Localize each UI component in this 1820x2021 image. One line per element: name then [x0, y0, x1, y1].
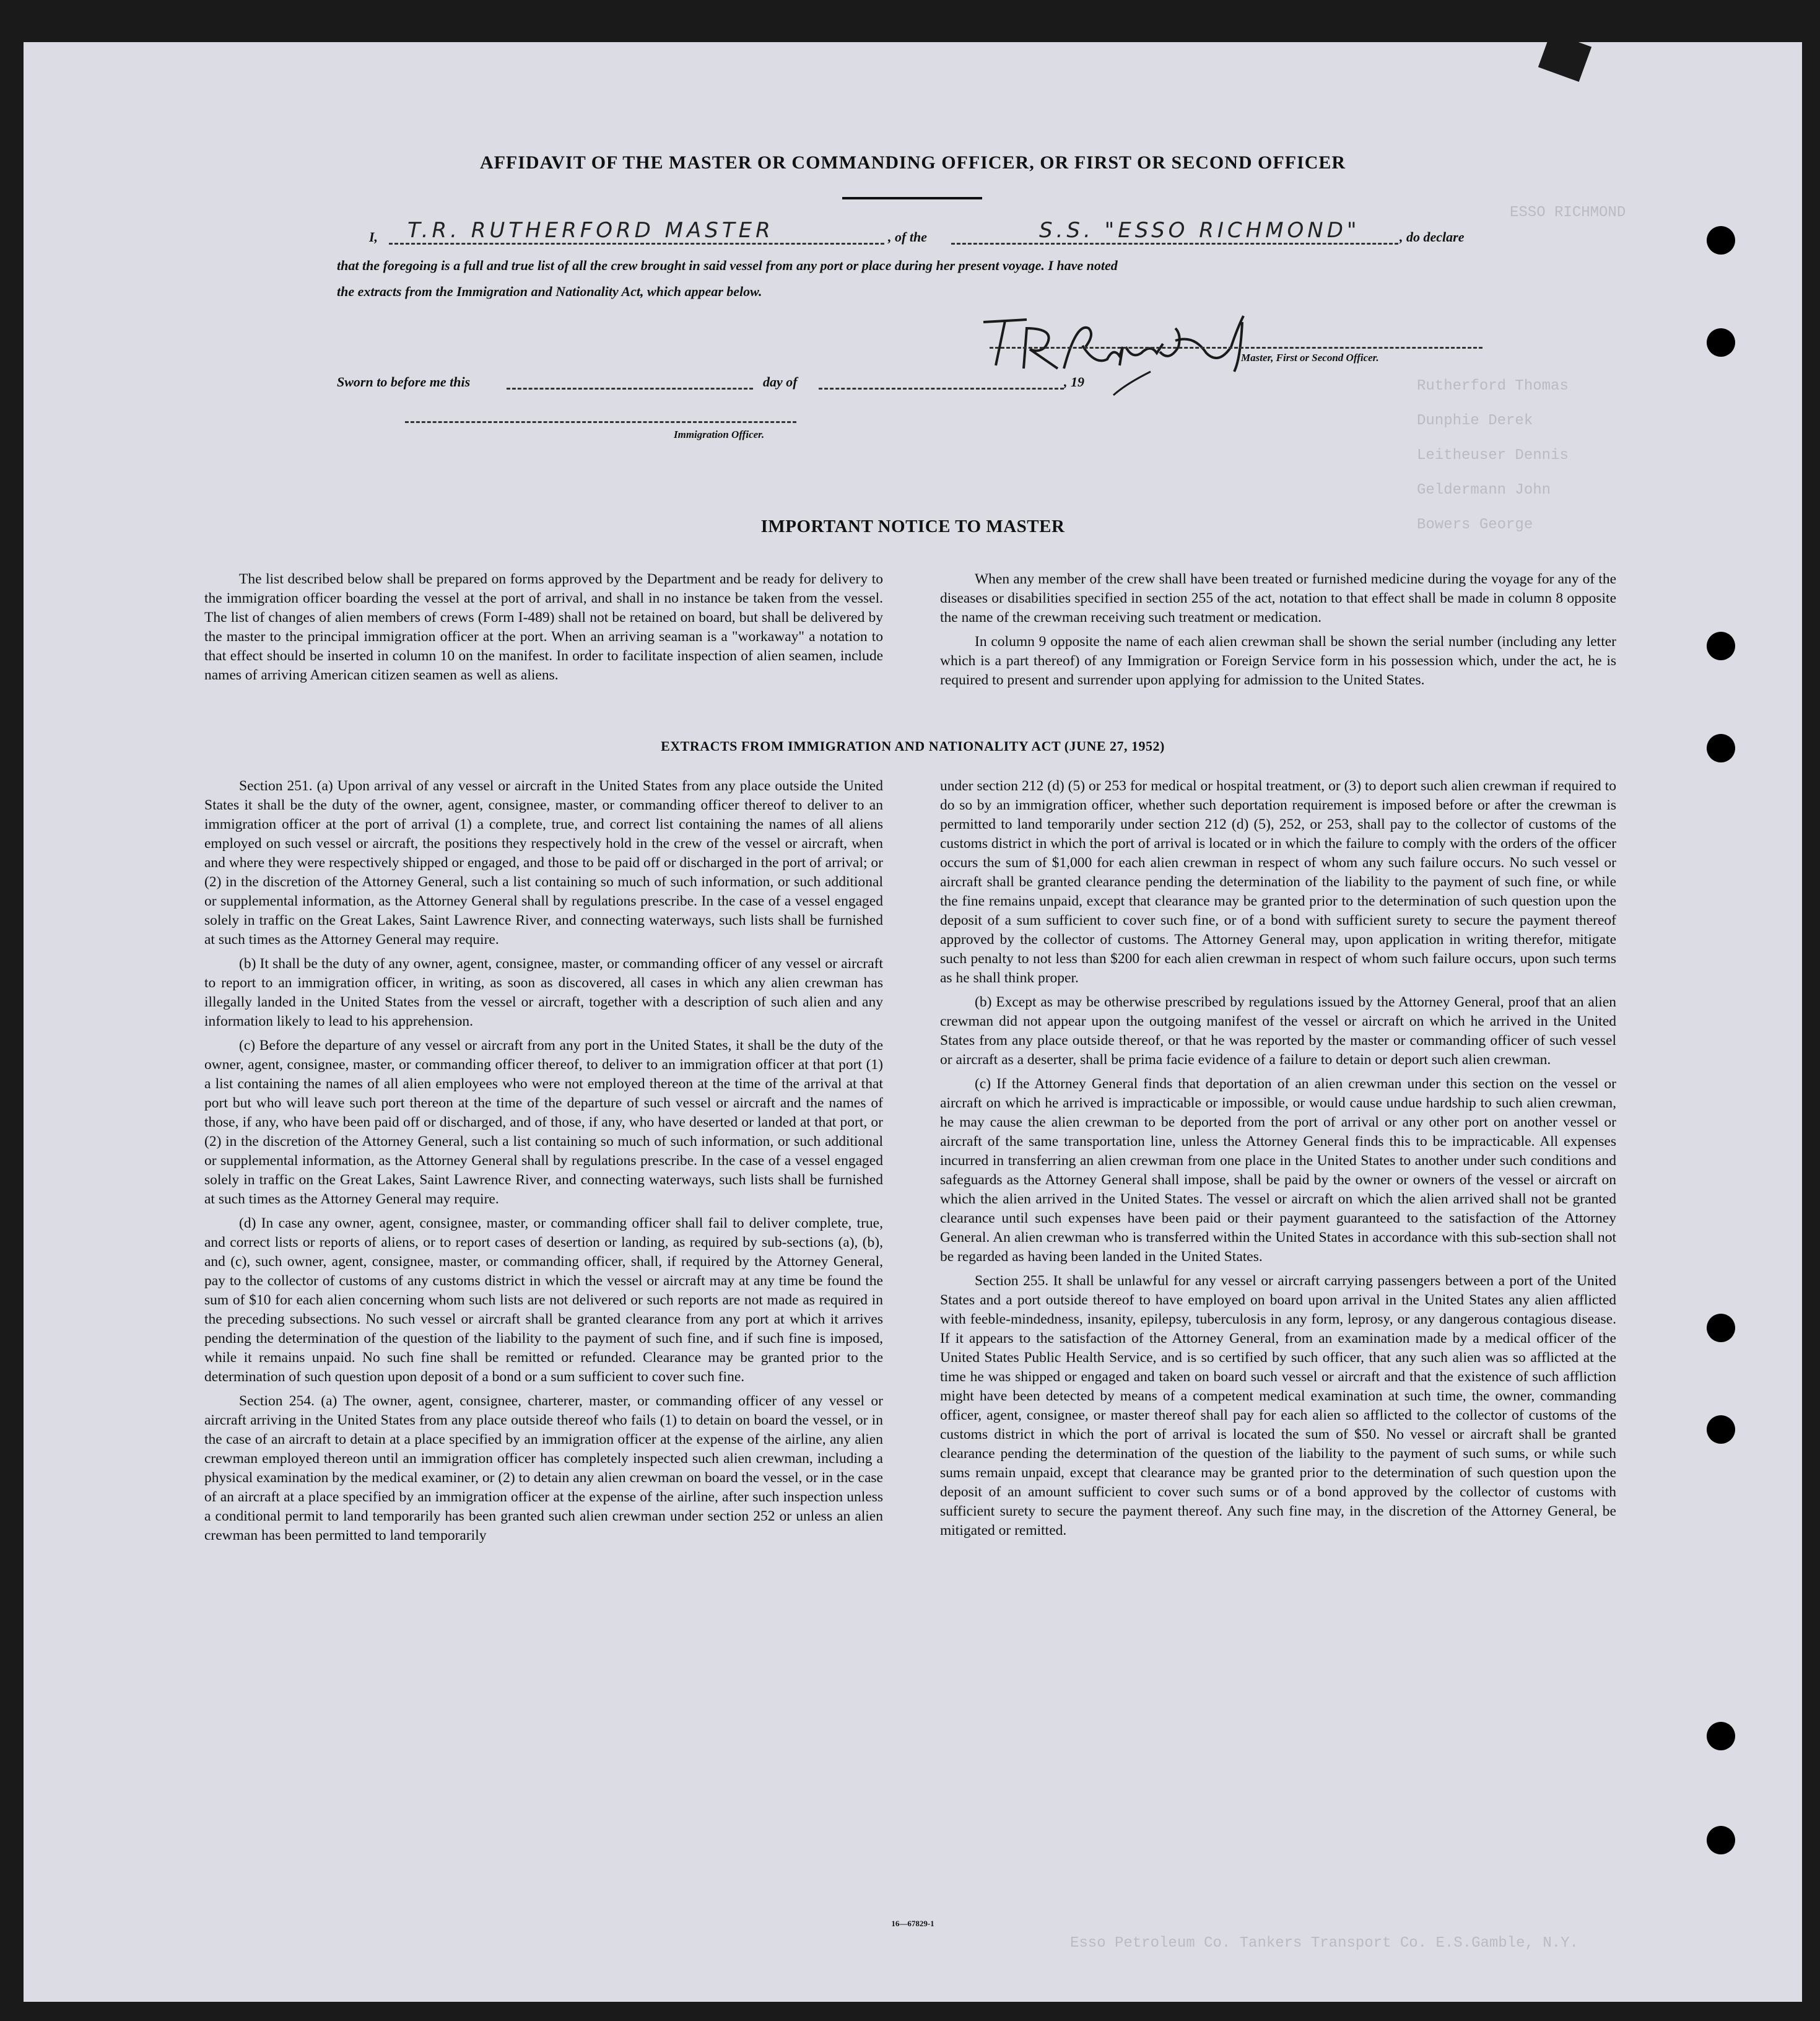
vessel-blank — [951, 243, 1398, 245]
binder-hole — [1707, 632, 1735, 660]
master-signature — [971, 310, 1268, 396]
sworn-prefix: Sworn to before me this — [337, 374, 471, 390]
affidavit-line2: that the foregoing is a full and true list of all the crew brought in said vessel from any port or place during her present voyage. I have noted — [337, 258, 1118, 273]
notice-right-paragraph-1: When any member of the crew shall have been treated or furnished medicine during the voyage for any of the diseases or disabilities specified in section 255 of the act, notation to that effect shall be made in column 8 opposite the name of the crewman receiving such treatment or medication. — [940, 571, 1616, 626]
bleed-through-text: ESSO RICHMOND — [1510, 204, 1626, 221]
notice-right-paragraph-2: In column 9 opposite the name of each alien crewman shall be shown the serial number (including any letter which is a part thereof) of any Immigration or Foreign Service form in his possession which, under the act, he is required to present and surrender upon applying for admission to the United States. — [940, 634, 1616, 688]
section-251-d: (d) In case any owner, agent, consignee, master, or commanding officer shall fail to deliver complete, true, and correct lists or reports of aliens, or to report cases of desertion or landing, as required by sub-sections (a), (b), and (c), such owner, agent, consignee, master, or commanding officer, shall, if required by the Attorney General, pay to the collector of customs of any customs district in which the vessel or aircraft may at any time be found the sum of $10 for each alien concerning whom such lists are not delivered or such reports are not made as required in the preceding subsections. No such vessel or aircraft shall be granted clearance from any port at which it arrives pending the determination of the question of the liability to the payment of such fine, and if such fine is imposed, while it remains unpaid. No such fine shall be remitted or refunded. Clearance may be granted prior to the determination of such question upon deposit of a bond or a sum sufficient to cover such fine. — [204, 1215, 883, 1385]
title-rule — [842, 197, 982, 199]
sworn-day-blank — [507, 388, 753, 390]
affidavit-line1-prefix: I, — [369, 229, 378, 245]
sworn-day-of: day of — [763, 374, 798, 390]
signature-caption: Master, First or Second Officer. — [1241, 352, 1379, 364]
immigration-officer-line — [405, 421, 796, 423]
notice-left-paragraph: The list described below shall be prepared on forms approved by the Department and be ready for delivery to the immigration officer boarding the vessel at the port of arrival, and shall in no instance be taken from the vessel. The list of changes of alien members of crews (Form I-489) shall not be retained on board, but shall be delivered by the master to the principal immigration officer at the port. When an arriving seaman is a "workaway" a notation to that effect should be inserted in column 10 on the manifest. In order to facilitate inspection of alien seamen, include names of arriving American citizen seamen as well as aliens. — [204, 571, 883, 683]
section-251-b: (b) It shall be the duty of any owner, agent, consignee, master, or commanding officer of any vessel or aircraft to report to an immigration officer, in writing, as soon as discovered, all cases in which any alien crewman has illegally landed in the United States from the vessel or aircraft, together with a description of such alien and any information likely to lead to his apprehension. — [204, 956, 883, 1029]
section-251-a: Section 251. (a) Upon arrival of any vessel or aircraft in the United States from any place outside the United States it shall be the duty of the owner, agent, consignee, master, or commanding officer thereof to deliver to an immigration officer at the port of arrival (1) a complete, true, and correct list containing the names of all aliens employed on such vessel or aircraft, the positions they respectively hold in the crew of the vessel or aircraft, when and where they were respectively shipped or engaged, and those to be paid off or discharged in the port of arrival; or (2) in the discretion of the Attorney General, such a list containing so much of such information, or such additional or supplemental information, as the Attorney General shall by regulations prescribe. In the case of a vessel engaged solely in traffic on the Great Lakes, Saint Lawrence River, and connecting waterways, such lists shall be furnished at such times as the Attorney General may require. — [204, 778, 883, 948]
affidavit-line3: the extracts from the Immigration and Nationality Act, which appear below. — [337, 284, 762, 299]
section-254-a: Section 254. (a) The owner, agent, consignee, charterer, master, or commanding officer of any vessel or aircraft arriving in the United States from any place outside thereof who fails (1) to detain on board the vessel, or in the case of an aircraft to detain at a place specified by an immigration officer at the expense of the airline, any alien crewman employed thereon until an immigration officer has completely inspected such alien crewman, including a physical examination by the medical examiner, or (2) to detain any alien crewman on board the vessel, or in the case of an aircraft at a place specified by an immigration officer at the expense of the airline, after such inspection unless a conditional permit to land temporarily has been granted such alien crewman under section 252 or unless an alien crewman has been permitted to land temporarily — [204, 1393, 883, 1543]
extracts-right-column — [940, 777, 1616, 1545]
affidavit-line1-of-the: , of the — [888, 229, 927, 245]
sworn-year: , 19 — [1064, 374, 1084, 390]
bleed-through-text: Esso Petroleum Co. Tankers Transport Co. E.S.Gamble, N.Y. — [1070, 1935, 1578, 1952]
notice-right-column — [940, 570, 1616, 695]
section-254-b: (b) Except as may be otherwise prescribed by regulations issued by the Attorney General, proof that an alien crewman did not appear upon the outgoing manifest of the vessel or aircraft on which he arrived in the United States from any place outside thereof, or that he was reported by the master or commanding officer of such vessel or aircraft as a deserter, shall be prima facie evidence of a failure to detain or deport such alien crewman. — [940, 994, 1616, 1068]
bleed-through-text: Rutherford Thomas — [1417, 378, 1569, 395]
master-name-handwritten: T.R. RUTHERFORD MASTER — [407, 218, 774, 243]
immigration-officer-caption: Immigration Officer. — [674, 429, 765, 440]
binder-hole — [1707, 328, 1735, 357]
notice-left-column — [204, 570, 883, 690]
affidavit-title: AFFIDAVIT OF THE MASTER OR COMMANDING OFFICER, OR FIRST OR SECOND OFFICER — [479, 152, 1346, 173]
bleed-through-text: Dunphie Derek — [1417, 412, 1533, 429]
binder-hole — [1707, 226, 1735, 255]
affidavit-line1-suffix: , do declare — [1400, 229, 1465, 245]
binder-hole — [1707, 1415, 1735, 1444]
vessel-name-handwritten: S.S. "ESSO RICHMOND" — [1039, 218, 1361, 243]
sworn-month-blank — [819, 388, 1064, 390]
bleed-through-text: Leitheuser Dennis — [1417, 447, 1569, 464]
torn-corner — [1538, 42, 1591, 82]
name-blank — [389, 243, 884, 245]
binder-hole — [1707, 1722, 1735, 1750]
signature-line — [990, 347, 1483, 349]
extracts-title: EXTRACTS FROM IMMIGRATION AND NATIONALITY ACT (JUNE 27, 1952) — [661, 738, 1165, 754]
binder-hole — [1707, 1826, 1735, 1854]
notice-title: IMPORTANT NOTICE TO MASTER — [760, 517, 1065, 536]
document-sheet — [24, 42, 1802, 2002]
extracts-left-column — [204, 777, 883, 1550]
section-254-a-continued: under section 212 (d) (5) or 253 for medical or hospital treatment, or (3) to deport such alien crewman if required to do so by an immigration officer, whether such deportation requirement is imposed before or after the crewman is permitted to land temporarily under section 212 (d) (5), 252, or 253, shall pay to the collector of customs of the customs district in which the port of arrival is located or in which the failure to comply with the orders of the officer occurs the sum of $1,000 for each alien crewman in respect of whom any such failure occurs. No such vessel or aircraft shall be granted clearance pending the determination of the liability to the payment of such fine, or while the fine remains unpaid, except that clearance may be granted prior to the determination of such question upon the deposit of a sum sufficient to cover such fine, or of a bond with sufficient surety to secure the payment thereof approved by the collector of customs. The Attorney General may, upon application in writing therefor, mitigate such penalty to not less than $200 for each alien crewman in respect of whom such failure occurs, upon such terms as he shall think proper. — [940, 778, 1617, 986]
binder-hole — [1707, 1314, 1735, 1342]
section-251-c: (c) Before the departure of any vessel or aircraft from any port in the United States, it shall be the duty of the owner, agent, consignee, master, or commanding officer thereof, to deliver to an immigration officer at that port (1) a list containing the names of all alien employees who were not employed thereon at the time of the arrival at that port but who will leave such port thereon at the time of the departure of such vessel or aircraft and the names of those, if any, who have been paid off or discharged, and of those, if any, who have deserted or landed at that port, or (2) in the discretion of the Attorney General, such a list containing so much of such information, or such additional or supplemental information, as the Attorney General shall by regulations prescribe. In the case of a vessel engaged solely in traffic on the Great Lakes, Saint Lawrence River, and connecting waterways, such lists shall be furnished at such times as the Attorney General may require. — [204, 1037, 883, 1207]
bleed-through-text: Geldermann John — [1417, 482, 1551, 499]
bleed-through-text: Bowers George — [1417, 517, 1533, 533]
section-255: Section 255. It shall be unlawful for any vessel or aircraft carrying passengers between a port of the United States and a port outside thereof to have employed on board upon arrival in the United States any alien afflicted with feeble-mindedness, insanity, epilepsy, tuberculosis in any form, leprosy, or any dangerous contagious disease. If it appears to the satisfaction of the Attorney General, from an examination made by a medical officer of the United States Public Health Service, and is so certified by such officer, that any such alien was so afflicted at the time he was shipped or engaged and taken on board such vessel or aircraft and that the existence of such affliction might have been detected by means of a competent medical examination at such time, the owner, commanding officer, agent, consignee, or master thereof shall pay for each alien so afflicted to the collector of customs of the customs district in which the port of arrival is located the sum of $50. No vessel or aircraft shall be granted clearance pending the determination of the question of the liability to the payment of such sums, or while such sums remain unpaid, except that clearance may be granted prior to the determination of such question upon the deposit of an amount sufficient to cover such sums or of a bond approved by the collector of customs with sufficient surety to secure the payment thereof. Any such fine may, in the discretion of the Attorney General, be mitigated or remitted. — [940, 1273, 1616, 1539]
form-number: 16—67829-1 — [891, 1919, 934, 1928]
section-254-c: (c) If the Attorney General finds that deportation of an alien crewman under this section on the vessel or aircraft on which he arrived is impracticable or impossible, or would cause undue hardship to such alien crewman, he may cause the alien crewman to be deported from the port of arrival or any other port on another vessel or aircraft of the same transportation line, unless the Attorney General finds this to be impracticable. All expenses incurred in transferring an alien crewman from one place in the United States to another under such conditions and safeguards as the Attorney General shall impose, shall be paid by the owner or owners of the vessel or aircraft on which the alien arrived in the United States. The vessel or aircraft on which the alien arrived shall not be granted clearance until such expenses have been paid or their payment guaranteed to the satisfaction of the Attorney General. An alien crewman who is transferred within the United States in accordance with this sub-section shall not be regarded as having been landed in the United States. — [940, 1076, 1616, 1265]
